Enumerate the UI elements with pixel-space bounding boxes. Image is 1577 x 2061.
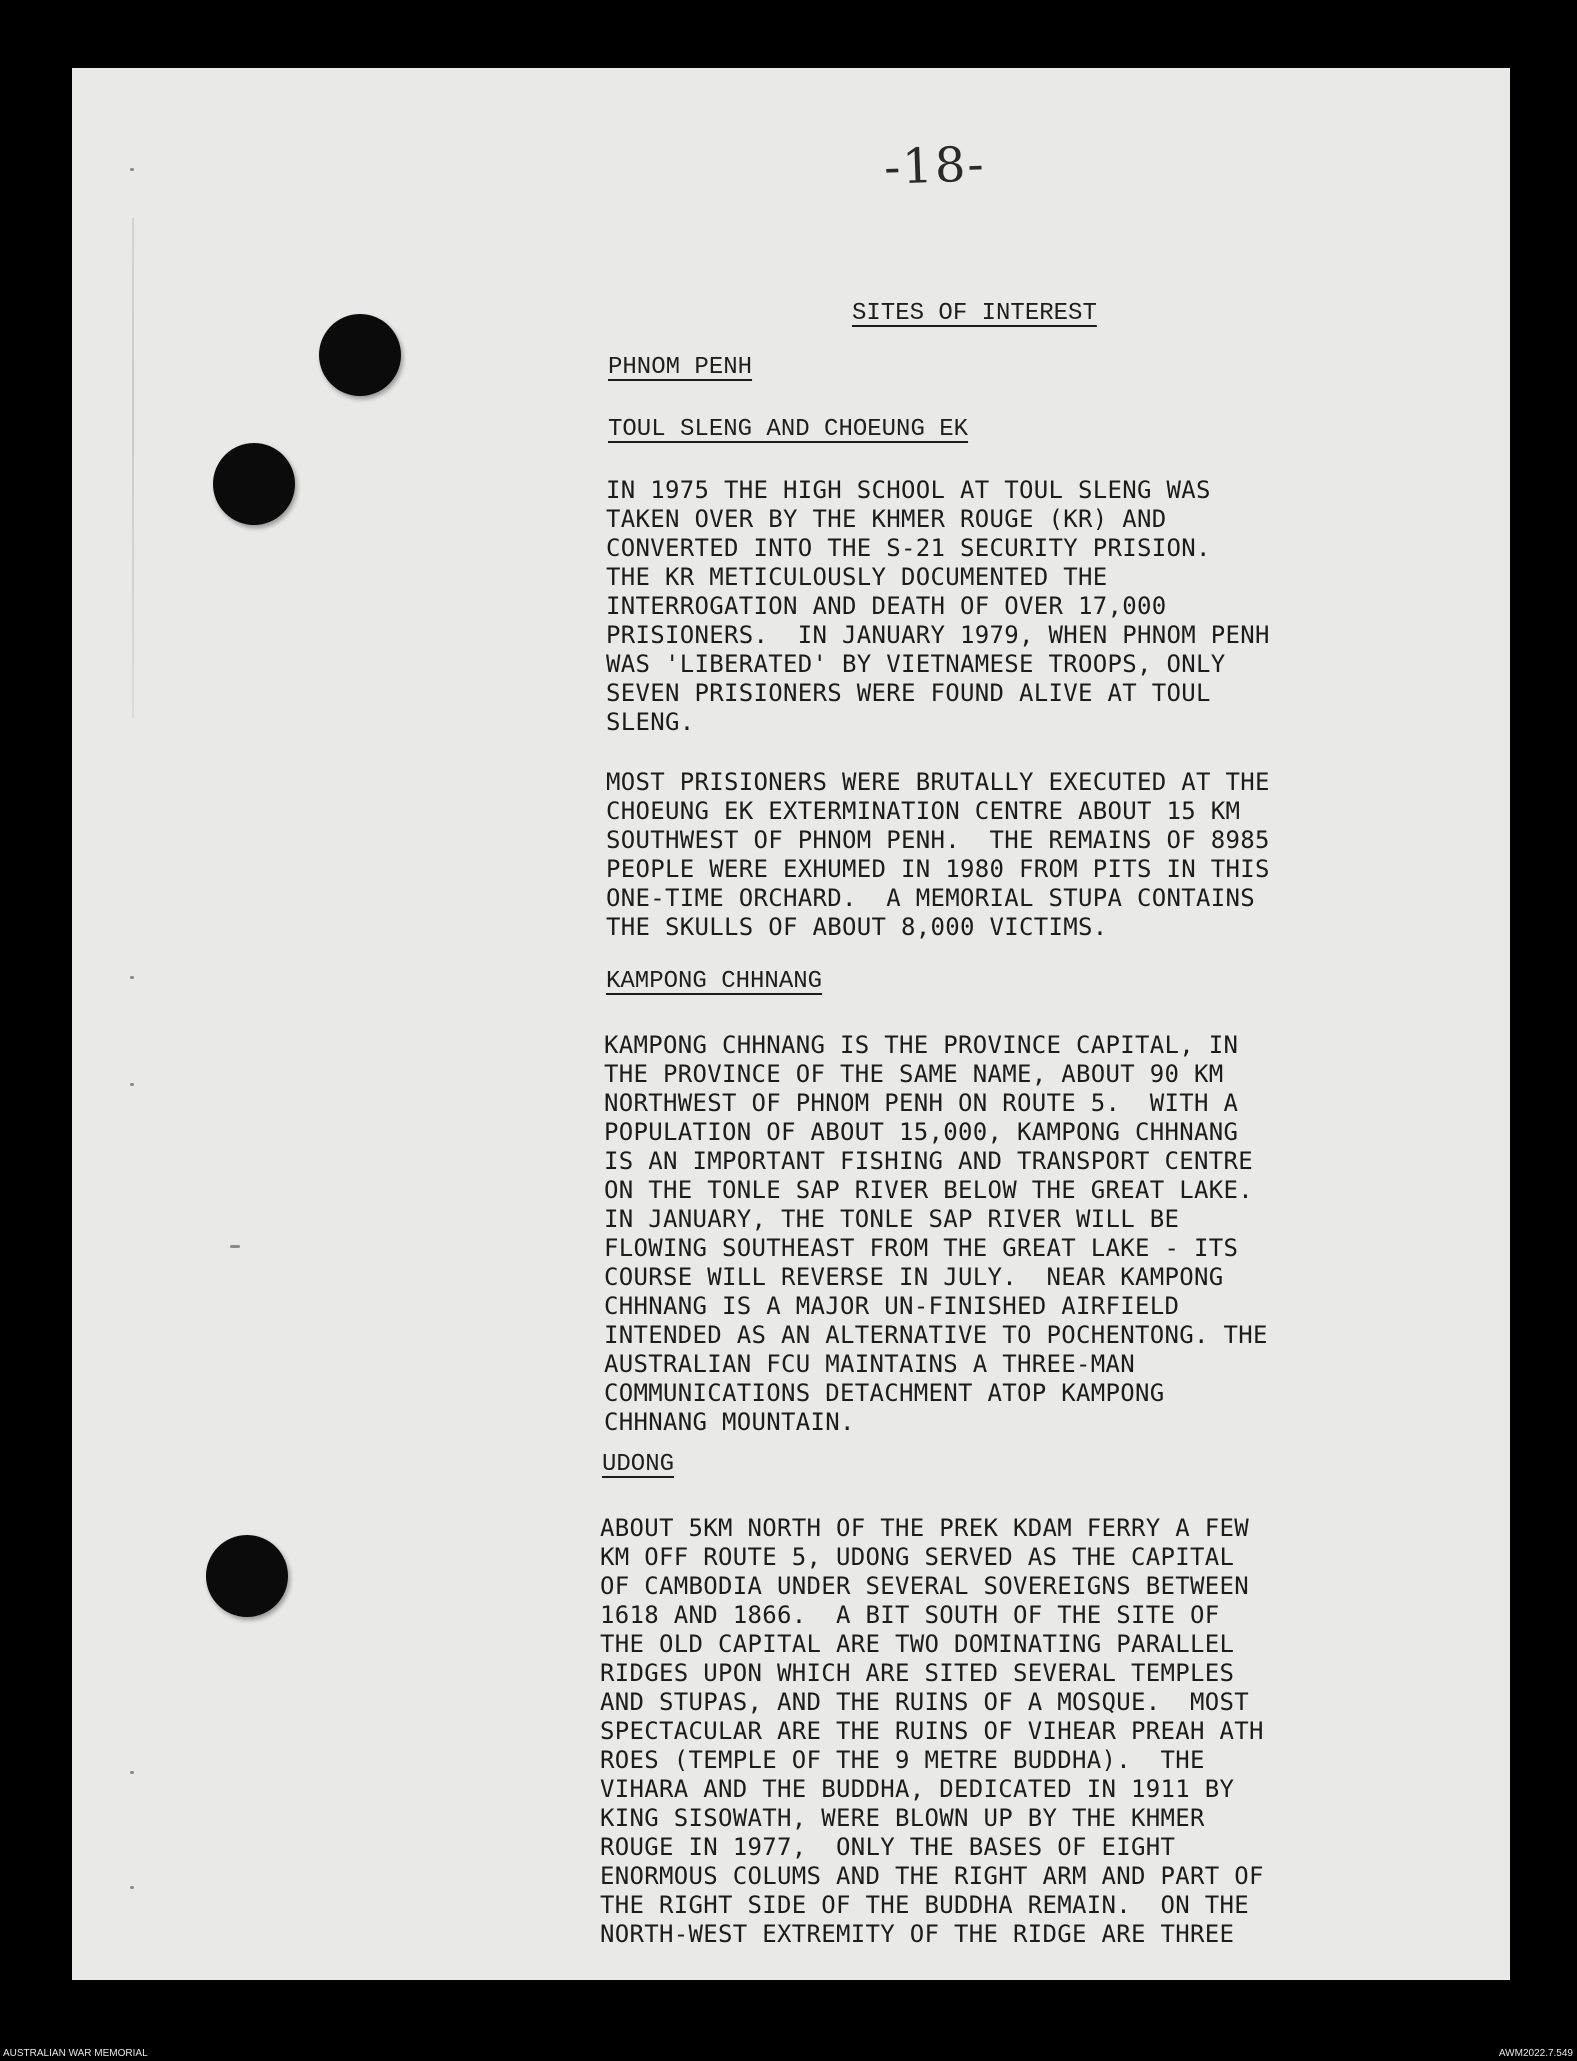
page-number: -18- <box>883 136 987 196</box>
footer-archive-id: AWM2022.7.549 <box>1498 2048 1573 2059</box>
scan-speck <box>130 168 134 171</box>
heading-udong: UDONG <box>602 1451 675 1478</box>
scan-speck <box>230 1245 240 1248</box>
punch-hole <box>206 1535 288 1617</box>
punch-hole <box>213 443 295 525</box>
paragraph-toul-sleng-1: IN 1975 THE HIGH SCHOOL AT TOUL SLENG WAS TAKEN OVER BY THE KHMER ROUGE (KR) AND CONVERTED INTO THE S-21 SECURITY PRISION. THE KR METICULOUSLY DOCUMENTED THE INTERROGATION AND DEATH OF OVER 17,000 PRISIONERS. IN JANUARY 1979, WHEN PHNOM PENH WAS 'LIBERATED' BY VIETNAMESE TROOPS, ONLY SEVEN PRISIONERS WERE FOUND ALIVE AT TOUL SLENG. <box>606 476 1270 736</box>
heading-kampong-chhnang: KAMPONG CHHNANG <box>606 968 823 995</box>
paragraph-kampong-chhnang: KAMPONG CHHNANG IS THE PROVINCE CAPITAL, IN THE PROVINCE OF THE SAME NAME, ABOUT 90 KM NORTHWEST OF PHNOM PENH ON ROUTE 5. WITH A POPULATION OF ABOUT 15,000, KAMPONG CHHNANG IS AN IMPORTANT FISHING AND TRANSPORT CENTRE ON THE TONLE SAP RIVER BELOW THE GREAT LAKE. IN JANUARY, THE TONLE SAP RIVER WILL BE FLOWING SOUTHEAST FROM THE GREAT LAKE - ITS COURSE WILL REVERSE IN JULY. NEAR KAMPONG CHHNANG IS A MAJOR UN-FINISHED AIRFIELD INTENDED AS AN ALTERNATIVE TO POCHENTONG. THE AUSTRALIAN FCU MAINTAINS A THREE-MAN COMMUNICATIONS DETACHMENT ATOP KAMPONG CHHNANG MOUNTAIN. <box>604 1031 1268 1436</box>
footer-archive-name: AUSTRALIAN WAR MEMORIAL <box>3 2048 148 2059</box>
scan-speck <box>130 1886 134 1889</box>
punch-hole <box>319 314 401 396</box>
paragraph-toul-sleng-2: MOST PRISIONERS WERE BRUTALLY EXECUTED AT THE CHOEUNG EK EXTERMINATION CENTRE ABOUT 15 KM SOUTHWEST OF PHNOM PENH. THE REMAINS OF 8985 PEOPLE WERE EXHUMED IN 1980 FROM PITS IN THIS ONE-TIME ORCHARD. A MEMORIAL STUPA CONTAINS THE SKULLS OF ABOUT 8,000 VICTIMS. <box>606 768 1270 941</box>
heading-toul-sleng: TOUL SLENG AND CHOEUNG EK <box>608 416 969 443</box>
paragraph-udong: ABOUT 5KM NORTH OF THE PREK KDAM FERRY A FEW KM OFF ROUTE 5, UDONG SERVED AS THE CAPITAL OF CAMBODIA UNDER SEVERAL SOVEREIGNS BETWEEN 1618 AND 1866. A BIT SOUTH OF THE SITE OF THE OLD CAPITAL ARE TWO DOMINATING PARALLEL RIDGES UPON WHICH ARE SITED SEVERAL TEMPLES AND STUPAS, AND THE RUINS OF A MOSQUE. MOST SPECTACULAR ARE THE RUINS OF VIHEAR PREAH ATH ROES (TEMPLE OF THE 9 METRE BUDDHA). THE VIHARA AND THE BUDDHA, DEDICATED IN 1911 BY KING SISOWATH, WERE BLOWN UP BY THE KHMER ROUGE IN 1977, ONLY THE BASES OF EIGHT ENORMOUS COLUMS AND THE RIGHT ARM AND PART OF THE RIGHT SIDE OF THE BUDDHA REMAIN. ON THE NORTH-WEST EXTREMITY OF THE RIDGE ARE THREE <box>600 1514 1264 1948</box>
heading-phnom-penh: PHNOM PENH <box>608 354 753 381</box>
scan-speck <box>130 1771 134 1774</box>
document-page <box>72 68 1510 1980</box>
scan-edge-mark <box>132 218 134 718</box>
scan-speck <box>130 976 134 979</box>
document-title: SITES OF INTEREST <box>852 300 1097 327</box>
scan-speck <box>130 1083 134 1086</box>
